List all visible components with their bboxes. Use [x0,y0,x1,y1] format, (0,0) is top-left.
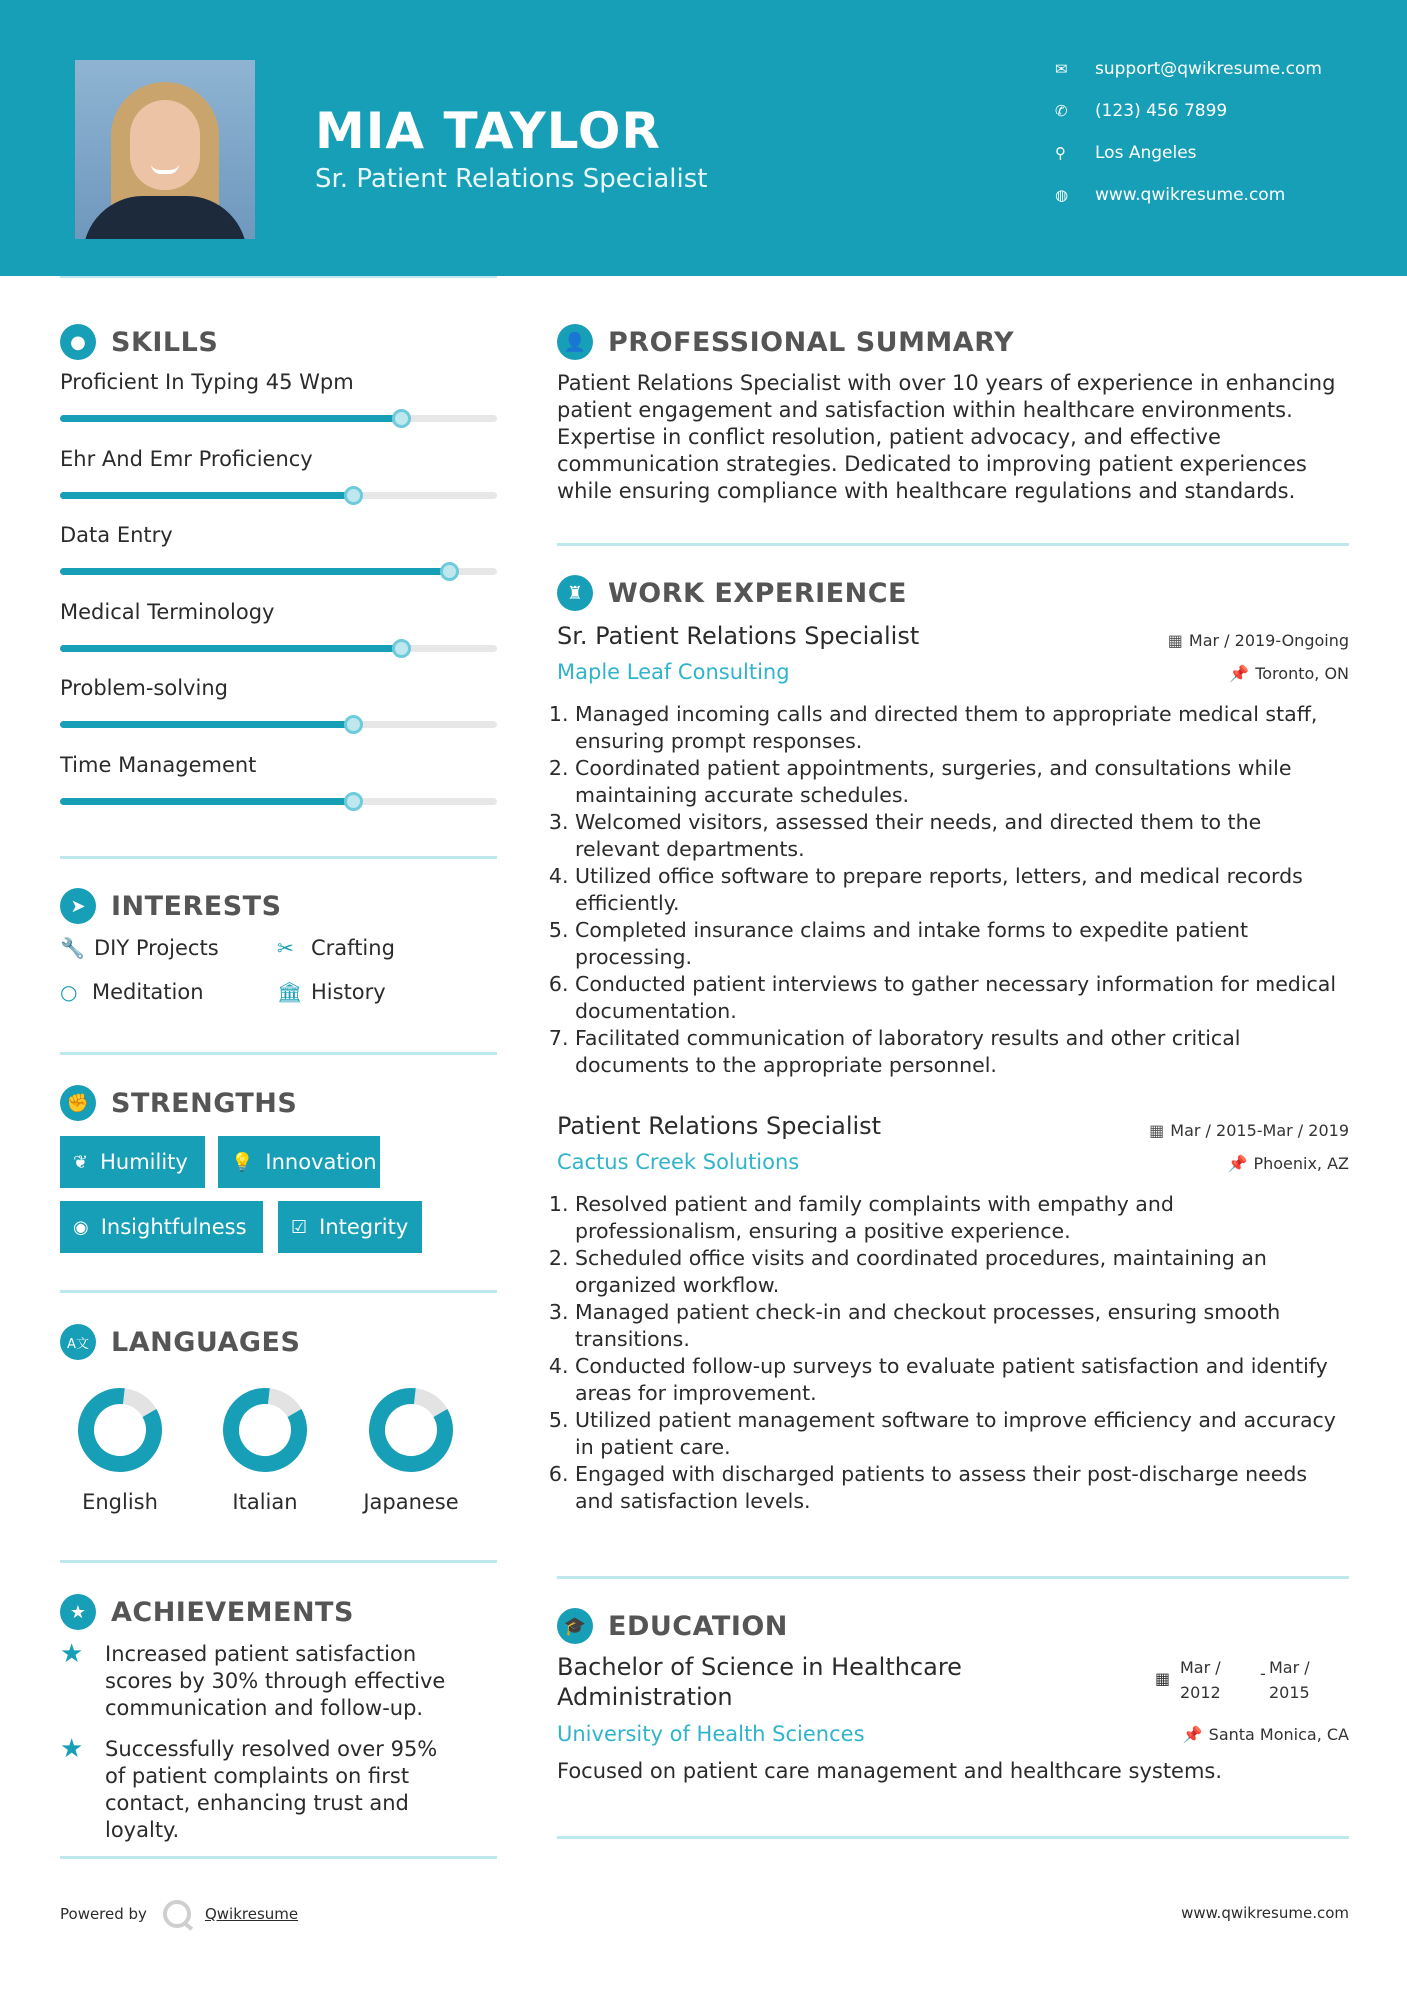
education-start-date: Mar / 2012 [1180,1658,1221,1702]
skill-bar-fill [60,492,353,499]
job-duties [557,1191,1347,1515]
language-donut [366,1385,456,1475]
summary-heading: 👤 PROFESSIONAL SUMMARY [557,322,1014,362]
qwikresume-link[interactable]: Qwikresume [204,1905,299,1923]
user-icon: 👤 [557,324,593,360]
job-location: 📌 Phoenix, AZ [1227,1154,1349,1173]
lightbulb-icon: ● [60,324,96,360]
chair-icon: ♜ [557,575,593,611]
degree-line-2: Administration [557,1683,733,1711]
strength-badge: ☑ Integrity [278,1201,422,1253]
language-label: Japanese [363,1490,459,1514]
contact-website[interactable]: ◍ www.qwikresume.com [1055,185,1286,205]
list-item: 7. Facilitated communication of laboratory results and other critical documents to the appropriate personnel. [575,1025,1347,1079]
skill-bar-knob [344,715,363,734]
list-item: 4. Utilized office software to prepare reports, letters, and medical records efficiently. [575,863,1347,917]
circle-icon: ○ [60,980,78,1004]
star-icon: ★ [60,1639,84,1669]
calendar-icon: ▦ [1149,1121,1165,1140]
scissors-icon: ✂ [277,936,294,960]
phone-icon: ✆ [1055,102,1068,120]
list-item: 5. Completed insurance claims and intake forms to expedite patient processing. [575,917,1347,971]
skill-label: Data Entry [60,523,173,547]
school-name: University of Health Sciences [557,1722,865,1746]
education-end-date: Mar / 2015 [1269,1658,1310,1702]
skill-bar-fill [60,798,353,805]
footer-powered-by: Powered by Qwikresume [60,1900,298,1928]
achievements-divider [60,1856,497,1859]
education-location: 📌 Santa Monica, CA [1182,1725,1349,1744]
calendar-icon: ▦ [1155,1669,1171,1688]
envelope-icon: ✉ [1055,60,1068,78]
language-label: English [82,1490,158,1514]
strength-badge: ◉ Insightfulness [60,1201,263,1253]
paper-plane-icon: ➤ [60,888,96,924]
calendar-icon: ▦ [1167,631,1183,650]
strength-badge: 💡 Innovation [218,1136,380,1188]
language-donut [220,1385,310,1475]
job-location: 📌 Toronto, ON [1229,664,1349,683]
languages-heading: A文 LANGUAGES [60,1322,300,1362]
skill-label: Ehr And Emr Proficiency [60,446,313,471]
contact-location: ⚲ Los Angeles [1055,143,1197,163]
list-item: 3. Welcomed visitors, assessed their needs, and directed them to the relevant departments. [575,809,1347,863]
fist-icon: ✊ [60,1085,96,1121]
achievement-item: ★ Increased patient satisfaction scores by 30% through effective communication and follow-up. [60,1639,446,1720]
graduate-icon: 🎓 [557,1608,593,1644]
museum-icon: 🏛 [277,980,303,1004]
translate-icon: A文 [60,1324,96,1360]
job-date: ▦ Mar / 2015-Mar / 2019 [1149,1121,1349,1140]
job-title: Sr. Patient Relations Specialist [557,622,920,650]
list-item: 3. Managed patient check-in and checkout processes, ensuring smooth transitions. [575,1299,1347,1353]
contact-phone[interactable]: ✆ (123) 456 7899 [1055,101,1228,121]
candidate-title: Sr. Patient Relations Specialist [315,164,708,194]
list-item: 2. Coordinated patient appointments, surgeries, and consultations while maintaining accurate schedules. [575,755,1347,809]
job-duties [557,701,1347,1079]
degree-line-1: Bachelor of Science in Healthcare [557,1653,962,1681]
skill-label: Time Management [60,752,257,777]
skill-bar-knob [392,639,411,658]
strengths-heading: ✊ STRENGTHS [60,1083,297,1123]
experience-heading: ♜ WORK EXPERIENCE [557,573,907,613]
experience-divider [557,1576,1349,1579]
languages-divider [60,1560,497,1563]
list-item: 1. Resolved patient and family complaints with empathy and professionalism, ensuring a positive experience. [575,1191,1347,1245]
skill-bar-knob [344,486,363,505]
globe-icon: ◍ [1055,186,1069,204]
date-separator: - [1260,1664,1266,1683]
strength-badge: ❦ Humility [60,1136,205,1188]
language-label: Italian [232,1490,298,1514]
skill-label: Proficient In Typing 45 Wpm [60,370,354,394]
interest-item: 🏛 History [277,980,386,1004]
qwikresume-logo-icon [163,1900,191,1928]
footer-website[interactable]: www.qwikresume.com [1181,1904,1349,1922]
interest-item: ○ Meditation [60,980,204,1004]
skill-bar-knob [344,792,363,811]
list-item: 1. Managed incoming calls and directed them to appropriate medical staff, ensuring prompt responses. [575,701,1347,755]
profile-photo [75,60,255,239]
job-company: Cactus Creek Solutions [557,1150,800,1174]
skill-bar-knob [392,409,411,428]
pin-icon: 📌 [1182,1725,1203,1744]
donut-fill [220,1385,310,1475]
education-divider [557,1836,1349,1839]
header-divider-left [60,276,497,278]
list-item: 5. Utilized patient management software to improve efficiency and accuracy in patient care. [575,1407,1347,1461]
education-description: Focused on patient care management and healthcare systems. [557,1759,1223,1783]
skill-label: Medical Terminology [60,599,275,624]
skill-bar-fill [60,415,401,422]
pin-icon: 📌 [1227,1154,1248,1173]
resume-header [0,0,1407,276]
job-title: Patient Relations Specialist [557,1112,882,1140]
achievements-heading: ★ ACHIEVEMENTS [60,1592,354,1632]
skill-label: Problem-solving [60,676,228,700]
checkbox-icon: ☑ [291,1216,308,1238]
job-company: Maple Leaf Consulting [557,660,790,684]
summary-divider [557,543,1349,546]
skill-bar [60,415,497,422]
skills-heading: ● SKILLS [60,322,218,362]
wrench-icon: 🔧 [60,936,85,960]
strengths-divider [60,1290,497,1293]
pin-icon: 📌 [1229,664,1250,683]
contact-email[interactable]: ✉ support@qwikresume.com [1055,59,1322,79]
star-icon: ★ [60,1734,84,1764]
language-donut [75,1385,165,1475]
list-item: 4. Conducted follow-up surveys to evaluate patient satisfaction and identify areas for improvement. [575,1353,1347,1407]
map-pin-icon: ⚲ [1055,144,1066,162]
lightbulb-icon: 💡 [231,1151,254,1173]
skill-bar [60,492,497,499]
interests-heading: ➤ INTERESTS [60,886,282,926]
donut-fill [366,1385,456,1475]
skill-bar [60,645,497,652]
candidate-name: MIA TAYLOR [315,102,661,160]
skill-bar-fill [60,568,449,575]
donut-fill [75,1385,165,1475]
skill-bar [60,721,497,728]
skills-divider [60,856,497,859]
interest-item: 🔧 DIY Projects [60,936,219,960]
star-badge-icon: ★ [60,1594,96,1630]
list-item: 6. Conducted patient interviews to gather necessary information for medical documentation. [575,971,1347,1025]
education-heading: 🎓 EDUCATION [557,1606,788,1646]
skill-bar [60,798,497,805]
list-item: 2. Scheduled office visits and coordinated procedures, maintaining an organized workflow. [575,1245,1347,1299]
skill-bar-knob [440,562,459,581]
eye-icon: ◉ [73,1216,89,1238]
job-date: ▦ Mar / 2019-Ongoing [1167,631,1349,650]
summary-text: Patient Relations Specialist with over 10 years of experience in enhancing patient engagement and satisfaction within healthcare environments. Expertise in conflict resolution, patient advocacy, and effective communication strategies. Dedicated to improving patient experiences while ensuring compliance with healthcare regulations and standards. [557,371,1336,503]
achievement-item: ★ Successfully resolved over 95% of patient complaints on first contact, enhancing trust and loyalty. [60,1734,438,1842]
skill-bar-fill [60,645,401,652]
interest-item: ✂ Crafting [277,936,395,960]
skill-bar [60,568,497,575]
interests-divider [60,1052,497,1055]
skill-bar-fill [60,721,353,728]
list-item: 6. Engaged with discharged patients to assess their post-discharge needs and satisfaction levels. [575,1461,1347,1515]
leaf-icon: ❦ [73,1151,89,1173]
